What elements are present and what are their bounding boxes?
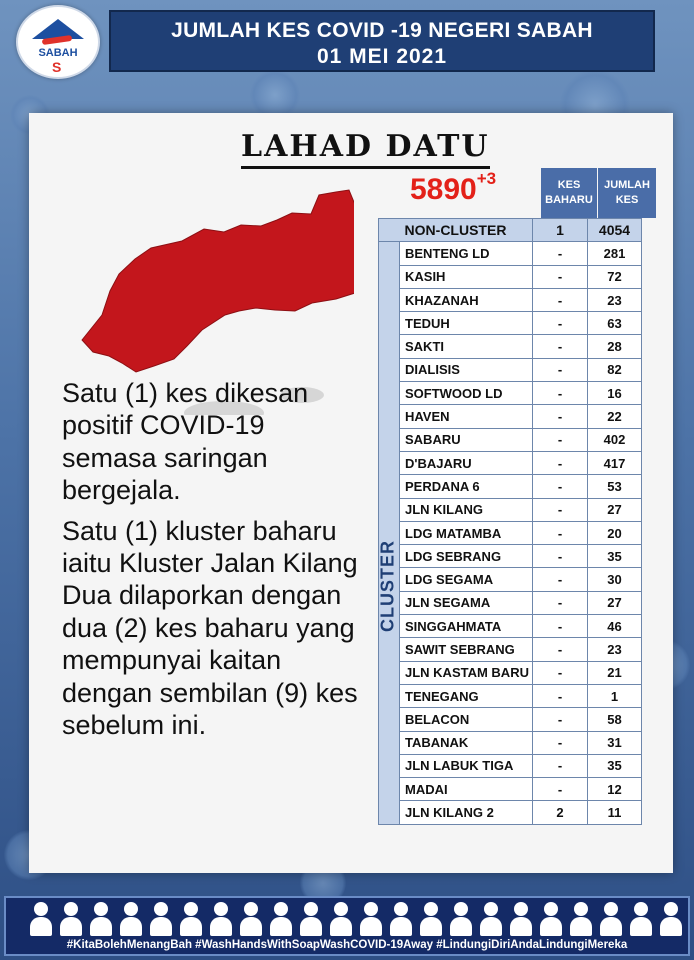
row-total-cases: 1 xyxy=(588,684,642,707)
row-name: NON-CLUSTER xyxy=(379,219,533,242)
row-name: JLN SEGAMA xyxy=(400,591,533,614)
row-new-cases: - xyxy=(533,358,588,381)
row-name: JLN KILANG 2 xyxy=(400,801,533,824)
person-icon xyxy=(28,902,54,936)
table-row xyxy=(379,731,642,754)
person-icon xyxy=(418,902,444,936)
table-row xyxy=(379,591,642,614)
table-row xyxy=(379,754,642,777)
row-new-cases: - xyxy=(533,451,588,474)
logo-text: SABAH xyxy=(38,47,78,59)
row-new-cases: - xyxy=(533,568,588,591)
row-name: LDG SEBRANG xyxy=(400,545,533,568)
row-new-cases: - xyxy=(533,382,588,405)
header-kes-baharu-l2: BAHARU xyxy=(545,194,593,206)
person-icon xyxy=(268,902,294,936)
row-total-cases: 20 xyxy=(588,521,642,544)
row-total-cases: 402 xyxy=(588,428,642,451)
row-total-cases: 27 xyxy=(588,498,642,521)
person-icon xyxy=(238,902,264,936)
sabah-logo xyxy=(16,5,100,79)
row-total-cases: 12 xyxy=(588,778,642,801)
table-row xyxy=(379,498,642,521)
page-title: JUMLAH KES COVID -19 NEGERI SABAH xyxy=(171,19,593,42)
row-name: HAVEN xyxy=(400,405,533,428)
table-row xyxy=(379,451,642,474)
person-icon xyxy=(178,902,204,936)
row-new-cases: - xyxy=(533,591,588,614)
row-name: TENEGANG xyxy=(400,684,533,707)
row-new-cases: - xyxy=(533,405,588,428)
row-total-cases: 31 xyxy=(588,731,642,754)
row-total-cases: 23 xyxy=(588,288,642,311)
total-increase: +3 xyxy=(476,169,497,188)
header-kes-baharu xyxy=(541,168,597,218)
row-total-cases: 46 xyxy=(588,615,642,638)
row-name: TABANAK xyxy=(400,731,533,754)
row-total-cases: 30 xyxy=(588,568,642,591)
row-new-cases: - xyxy=(533,475,588,498)
row-name: KHAZANAH xyxy=(400,288,533,311)
row-total-cases: 63 xyxy=(588,312,642,335)
row-new-cases: - xyxy=(533,778,588,801)
row-new-cases: - xyxy=(533,615,588,638)
row-total-cases: 53 xyxy=(588,475,642,498)
logo-mark: S xyxy=(52,59,62,75)
person-icon xyxy=(298,902,324,936)
row-name: TEDUH xyxy=(400,312,533,335)
person-icon xyxy=(448,902,474,936)
table-row xyxy=(379,615,642,638)
row-name: D'BAJARU xyxy=(400,451,533,474)
person-icon xyxy=(148,902,174,936)
person-icon xyxy=(388,902,414,936)
row-total-cases: 417 xyxy=(588,451,642,474)
person-icon xyxy=(538,902,564,936)
header-jumlah-kes-l2: KES xyxy=(615,194,639,206)
person-icon xyxy=(478,902,504,936)
row-total-cases: 281 xyxy=(588,242,642,265)
header-kes-baharu-l1: KES xyxy=(557,179,581,191)
row-name: SINGGAHMATA xyxy=(400,615,533,638)
row-total-cases: 23 xyxy=(588,638,642,661)
report-date: 01 MEI 2021 xyxy=(316,45,448,68)
case-description xyxy=(62,377,362,741)
table-row xyxy=(379,684,642,707)
total-value: 5890 xyxy=(410,173,477,206)
table-row xyxy=(379,778,642,801)
row-new-cases: - xyxy=(533,242,588,265)
row-new-cases: - xyxy=(533,731,588,754)
row-total-cases: 82 xyxy=(588,358,642,381)
row-name: JLN LABUK TIGA xyxy=(400,754,533,777)
row-total-cases: 22 xyxy=(588,405,642,428)
row-total-cases: 35 xyxy=(588,545,642,568)
table-row xyxy=(379,638,642,661)
row-new-cases: - xyxy=(533,708,588,731)
table-row xyxy=(379,801,642,824)
cluster-label-cell xyxy=(379,242,400,824)
row-name: KASIH xyxy=(400,265,533,288)
title-banner xyxy=(109,10,655,72)
row-new-cases: 1 xyxy=(533,219,588,242)
row-total-cases: 28 xyxy=(588,335,642,358)
person-icon xyxy=(508,902,534,936)
header-jumlah-kes xyxy=(598,168,656,218)
table-row xyxy=(379,475,642,498)
cluster-label: CLUSTER xyxy=(377,540,398,632)
table-row xyxy=(379,661,642,684)
row-total-cases: 21 xyxy=(588,661,642,684)
row-total-cases: 35 xyxy=(588,754,642,777)
row-name: SAWIT SEBRANG xyxy=(400,638,533,661)
row-name: LDG SEGAMA xyxy=(400,568,533,591)
row-name: JLN KASTAM BARU xyxy=(400,661,533,684)
row-total-cases: 4054 xyxy=(588,219,642,242)
table-row-non-cluster xyxy=(379,219,642,242)
footer-banner xyxy=(4,896,690,956)
row-new-cases: - xyxy=(533,265,588,288)
table-row xyxy=(379,405,642,428)
hashtags: #KitaBolehMenangBah #WashHandsWithSoapWashCOVID-19Away #LindungiDiriAndaLindungiMereka xyxy=(66,939,628,951)
table-row xyxy=(379,568,642,591)
row-new-cases: - xyxy=(533,288,588,311)
person-icon xyxy=(658,902,684,936)
person-icon xyxy=(58,902,84,936)
row-name: LDG MATAMBA xyxy=(400,521,533,544)
person-icon xyxy=(328,902,354,936)
row-new-cases: - xyxy=(533,754,588,777)
table-row xyxy=(379,382,642,405)
row-new-cases: - xyxy=(533,521,588,544)
person-icon xyxy=(598,902,624,936)
person-icon xyxy=(358,902,384,936)
row-new-cases: - xyxy=(533,335,588,358)
table-row xyxy=(379,335,642,358)
row-new-cases: 2 xyxy=(533,801,588,824)
row-name: PERDANA 6 xyxy=(400,475,533,498)
header-jumlah-kes-l1: JUMLAH xyxy=(604,179,650,191)
row-new-cases: - xyxy=(533,545,588,568)
cluster-table xyxy=(378,218,642,825)
description-paragraph: Satu (1) kes dikesan positif COVID-19 semasa saringan bergejala. xyxy=(62,378,309,506)
row-name: BENTENG LD xyxy=(400,242,533,265)
person-icon xyxy=(568,902,594,936)
row-new-cases: - xyxy=(533,498,588,521)
row-new-cases: - xyxy=(533,684,588,707)
row-new-cases: - xyxy=(533,638,588,661)
row-new-cases: - xyxy=(533,661,588,684)
table-row xyxy=(379,545,642,568)
table-row xyxy=(379,708,642,731)
person-icon xyxy=(88,902,114,936)
row-name: MADAI xyxy=(400,778,533,801)
row-total-cases: 72 xyxy=(588,265,642,288)
person-icon xyxy=(208,902,234,936)
total-cases xyxy=(410,169,497,207)
row-name: SAKTI xyxy=(400,335,533,358)
row-total-cases: 11 xyxy=(588,801,642,824)
row-name: BELACON xyxy=(400,708,533,731)
row-name: SABARU xyxy=(400,428,533,451)
row-total-cases: 58 xyxy=(588,708,642,731)
row-total-cases: 16 xyxy=(588,382,642,405)
person-icon xyxy=(118,902,144,936)
table-row xyxy=(379,312,642,335)
table-row xyxy=(379,265,642,288)
person-icon xyxy=(628,902,654,936)
row-name: SOFTWOOD LD xyxy=(400,382,533,405)
row-name: JLN KILANG xyxy=(400,498,533,521)
row-new-cases: - xyxy=(533,312,588,335)
table-row xyxy=(379,358,642,381)
table-row xyxy=(379,242,642,265)
table-row xyxy=(379,288,642,311)
district-name: LAHAD DATU xyxy=(241,129,490,169)
row-name: DIALISIS xyxy=(400,358,533,381)
table-row xyxy=(379,428,642,451)
row-new-cases: - xyxy=(533,428,588,451)
table-row xyxy=(379,521,642,544)
description-paragraph: Satu (1) kluster baharu iaitu Kluster Jalan Kilang Dua dilaporkan dengan dua (2) kes baharu yang mempunyai kaitan dengan sembilan (9) kes sebelum ini. xyxy=(62,515,358,741)
row-total-cases: 27 xyxy=(588,591,642,614)
